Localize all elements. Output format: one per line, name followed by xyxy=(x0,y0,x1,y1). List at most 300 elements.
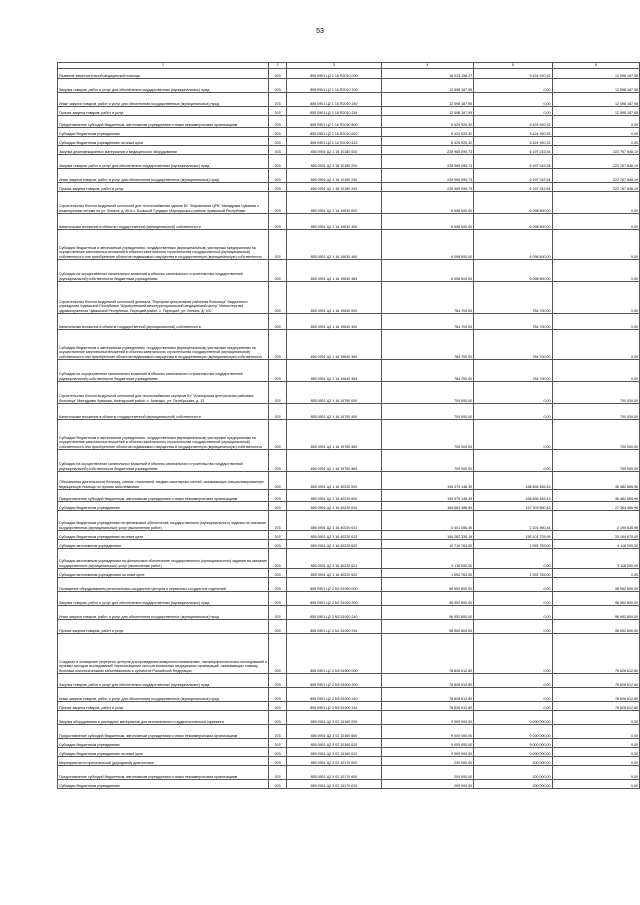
row-amount-col5-cell: 0,00 xyxy=(474,702,552,711)
row-code-cell: 203 xyxy=(269,502,287,511)
row-name-cell: Субсидии бюджетным учреждениям xyxy=(58,780,269,789)
row-name-cell: Предоставление субсидий бюджетным, автономным учреждениям и иным некоммерческим организациям xyxy=(58,490,269,502)
row-amount-col5-cell: 0,00 xyxy=(474,382,552,404)
column-header: 5 xyxy=(474,63,552,69)
row-amount-col6-cell: 700 000,00 xyxy=(552,382,640,404)
row-amount-col6-cell: 9 118 000,00 xyxy=(552,540,640,549)
row-kbk-cell: 855 0901 Ц2 1 16 40220 622 xyxy=(287,569,381,578)
row-code-cell: 203 xyxy=(269,490,287,502)
row-kbk-cell: 855 0901 Ц2 3 02 10170 610 xyxy=(287,780,381,789)
row-code-cell: 203 xyxy=(269,569,287,578)
page-number: 53 xyxy=(316,28,324,35)
row-amount-total-cell: 10 710 763,00 xyxy=(381,540,473,549)
row-amount-col6-cell: 78 826 612,80 xyxy=(552,634,640,674)
row-kbk-cell: 855 0901 Ц2 1 16 19750 400 xyxy=(287,404,381,420)
row-amount-col6-cell: 12 598 187,95 xyxy=(552,107,640,116)
row-name-cell: Создание и оснащение референс-центров для проведения иммуногистохимических, патоморфологических исследований и лучевых методов исследований, переоснащение сети региональных медицинских организаций, оказывающих помощь больным онкологическими заболеваниями в субъектах Российской Федерации xyxy=(58,634,269,674)
row-amount-col6-cell: 2 199 635,96 xyxy=(552,511,640,531)
row-code-cell: 203 xyxy=(269,757,287,766)
row-name-cell: Субсидии автономным учреждениям на иные цели xyxy=(58,569,269,578)
row-code-cell: 203 xyxy=(269,549,287,569)
row-amount-total-cell: 5 424 920,32 xyxy=(381,128,473,137)
row-name-cell: Субсидии на осуществление капитальных вложений в объекты капитального строительства государственной (муниципальной) собственности бюджетным учреждениям xyxy=(58,450,269,472)
table-row xyxy=(58,725,640,739)
row-amount-total-cell: 228 965 090,73 xyxy=(381,183,473,192)
row-amount-col5-cell: 0,00 xyxy=(474,450,552,472)
row-kbk-cell: 855 0901 Ц2 2 N3 51900 244 xyxy=(287,702,381,711)
row-kbk-cell: 855 0901 Ц2 2 N2 51920 240 xyxy=(287,606,381,620)
row-code-cell: 203 xyxy=(269,578,287,592)
row-amount-col6-cell: 12 598 187,95 xyxy=(552,69,640,79)
row-amount-total-cell: 6 098 500,00 xyxy=(381,230,473,260)
row-amount-total-cell: 228 965 090,73 xyxy=(381,169,473,183)
row-code-cell: 203 xyxy=(269,540,287,549)
row-amount-total-cell: 5 424 920,32 xyxy=(381,137,473,146)
table-row xyxy=(58,79,640,93)
table-row xyxy=(58,702,640,711)
row-amount-col6-cell: 96 952 800,00 xyxy=(552,592,640,606)
row-amount-col5-cell: 9 000 000,00 xyxy=(474,725,552,739)
row-amount-col6-cell: 700 000,00 xyxy=(552,404,640,420)
row-amount-col6-cell: 0,00 xyxy=(552,260,640,282)
row-amount-col5-cell: 0,00 xyxy=(474,107,552,116)
row-amount-col6-cell: 0,00 xyxy=(552,569,640,578)
row-amount-col6-cell: 222 767 848,19 xyxy=(552,155,640,169)
row-name-cell: Закупка дезинфекционных материалов и медицинского оборудования xyxy=(58,146,269,155)
row-amount-col6-cell: 0,00 xyxy=(552,214,640,230)
row-amount-total-cell: 78 826 612,80 xyxy=(381,674,473,688)
table-row xyxy=(58,511,640,531)
row-amount-col5-cell: 157 303 560,43 xyxy=(474,502,552,511)
row-amount-col5-cell: 6 197 242,54 xyxy=(474,169,552,183)
table-row xyxy=(58,739,640,748)
row-amount-total-cell: 9 000 000,00 xyxy=(381,739,473,748)
row-name-cell: Капитальные вложения в объекты государственной (муниципальной) собственности xyxy=(58,404,269,420)
table-row xyxy=(58,472,640,490)
row-name-cell: Обеспечение деятельности больниц, клиник, госпиталей, медико-санитарных частей, оказывающих специализированную медицинскую помощь по прочим заболеваниям xyxy=(58,472,269,490)
row-amount-total-cell: 700 000,00 xyxy=(381,450,473,472)
table-row xyxy=(58,634,640,674)
row-name-cell: Прочая закупка товаров, работ и услуг xyxy=(58,183,269,192)
row-kbk-cell: 855 0901 Ц2 1 16 40220 620 xyxy=(287,540,381,549)
table-row xyxy=(58,93,640,107)
row-name-cell: Закупка товаров, работ и услуг для обеспечения государственных (муниципальных) нужд xyxy=(58,674,269,688)
row-amount-col6-cell: 9 118 000,00 xyxy=(552,549,640,569)
row-code-cell: 203 xyxy=(269,711,287,725)
row-name-cell: Субсидии бюджетным и автономным учреждениям, государственным (муниципальным) унитарным предприятиям на осуществление капитальных вложений в объекты капитального строительства государственной (муниципальной) собственности или приобретение объектов недвижимого имущества в государственную (муниципальную) собственность xyxy=(58,230,269,260)
row-kbk-cell: 855 0901 Ц2 3 02 10160 600 xyxy=(287,725,381,739)
row-amount-total-cell: 96 952 800,00 xyxy=(381,592,473,606)
row-amount-col6-cell: 0,00 xyxy=(552,757,640,766)
row-amount-col6-cell: 12 598 187,95 xyxy=(552,93,640,107)
table-row xyxy=(58,214,640,230)
row-code-cell: 203 xyxy=(269,780,287,789)
row-amount-col6-cell: 78 826 612,80 xyxy=(552,702,640,711)
row-kbk-cell: 855 0901 Ц2 3 02 10160 000 xyxy=(287,711,381,725)
row-amount-col6-cell: 0,00 xyxy=(552,128,640,137)
row-amount-col5-cell: 2 201 960,44 xyxy=(474,511,552,531)
row-amount-total-cell: 700 000,00 xyxy=(381,420,473,450)
row-amount-total-cell: 6 098 500,00 xyxy=(381,214,473,230)
row-kbk-cell: 855 0901 Ц2 1 16 19640 000 xyxy=(287,282,381,314)
table-row xyxy=(58,531,640,540)
row-code-cell: 203 xyxy=(269,116,287,128)
table-row xyxy=(58,169,640,183)
row-kbk-cell: 855 0901 Ц2 1 16 10180 200 xyxy=(287,155,381,169)
row-name-cell: Субсидии бюджетным и автономным учреждениям, государственным (муниципальным) унитарным предприятиям на осуществление капитальных вложений в объекты капитального строительства государственной (муниципальной) собственности или приобретение объектов недвижимого имущества в государственную (муниципальную) собственность xyxy=(58,420,269,450)
column-header: 1 xyxy=(58,63,269,69)
table-row xyxy=(58,183,640,192)
row-amount-total-cell: 78 826 612,80 xyxy=(381,634,473,674)
row-amount-total-cell: 180 262 330,19 xyxy=(381,531,473,540)
row-code-cell: 203 xyxy=(269,169,287,183)
row-amount-col5-cell: 784 700,00 xyxy=(474,330,552,360)
row-kbk-cell: 855 0901 Ц2 1 16 19750 464 xyxy=(287,450,381,472)
row-code-cell: 203 xyxy=(269,137,287,146)
row-amount-total-cell: 18 023 158,27 xyxy=(381,69,473,79)
table-row xyxy=(58,192,640,214)
row-code-cell: 203 xyxy=(269,260,287,282)
row-name-cell: Закупка оборудования и расходных материалов для неонатального и аудиологического скрининга xyxy=(58,711,269,725)
row-kbk-cell: 855 0901 Ц2 1 16 40220 600 xyxy=(287,490,381,502)
row-name-cell: Строительство блочно-модульной котельной для теплоснабжения корпусов БУ "Алатырская центральная районная больница" Минздрава Чувашии, Алатырский район, с. Алатырь, ул. Октябрьская, д. 12 xyxy=(58,382,269,404)
table-row xyxy=(58,230,640,260)
table-row xyxy=(58,592,640,606)
row-amount-col6-cell: 700 000,00 xyxy=(552,450,640,472)
row-amount-col6-cell: 96 952 800,00 xyxy=(552,620,640,634)
table-row xyxy=(58,128,640,137)
row-name-cell: Предоставление субсидий бюджетным, автономным учреждениям и иным некоммерческим организациям xyxy=(58,725,269,739)
row-amount-total-cell: 228 965 090,73 xyxy=(381,146,473,155)
row-amount-col6-cell: 0,00 xyxy=(552,739,640,748)
row-amount-total-cell: 78 826 612,80 xyxy=(381,702,473,711)
table-row xyxy=(58,620,640,634)
table-row xyxy=(58,69,640,79)
row-kbk-cell: 855 0901 Ц2 1 16 R2010 000 xyxy=(287,69,381,79)
row-amount-total-cell: 9 000 000,00 xyxy=(381,711,473,725)
row-amount-col6-cell: 0,00 xyxy=(552,711,640,725)
column-header: 6 xyxy=(552,63,640,69)
table-row xyxy=(58,107,640,116)
row-name-cell: Мероприятия по пренатальной (дородовой) диагностике xyxy=(58,757,269,766)
row-code-cell: 203 xyxy=(269,183,287,192)
row-kbk-cell: 855 0901 Ц2 3 02 10160 610 xyxy=(287,739,381,748)
row-amount-total-cell: 700 000,00 xyxy=(381,404,473,420)
row-amount-col5-cell: 0,00 xyxy=(474,674,552,688)
row-code-cell: 203 xyxy=(269,404,287,420)
row-amount-col5-cell: 0,00 xyxy=(474,79,552,93)
row-code-cell: 203 xyxy=(269,330,287,360)
row-amount-col6-cell: 222 767 848,19 xyxy=(552,183,640,192)
table-row xyxy=(58,549,640,569)
row-kbk-cell: 855 0901 Ц2 1 16 10180 000 xyxy=(287,146,381,155)
row-name-cell: Прочая закупка товаров, работ и услуг xyxy=(58,620,269,634)
row-amount-col6-cell: 222 767 848,19 xyxy=(552,169,640,183)
table-row xyxy=(58,748,640,757)
row-code-cell: 203 xyxy=(269,674,287,688)
row-kbk-cell: 855 0901 Ц2 1 16 19750 000 xyxy=(287,382,381,404)
row-code-cell: 203 xyxy=(269,634,287,674)
row-kbk-cell: 855 0901 Ц2 1 16 R2010 610 xyxy=(287,128,381,137)
row-name-cell: Строительство блочно-модульной котельной для теплоснабжения здания БУ "Мариинская ЦРБ" Минздрава Чувашии с инженерными сетями по ул. Ленина, д. 85 в с. Большой Сундырь Моргаушского района Чувашской Республики xyxy=(58,192,269,214)
row-code-cell: 203 xyxy=(269,93,287,107)
row-amount-total-cell: 6 098 500,00 xyxy=(381,260,473,282)
row-amount-col5-cell: 784 700,00 xyxy=(474,314,552,330)
row-kbk-cell: 855 0901 Ц2 1 16 19750 460 xyxy=(287,420,381,450)
row-amount-col5-cell: 0,00 xyxy=(474,592,552,606)
row-name-cell: Прочая закупка товаров, работ и услуг xyxy=(58,702,269,711)
row-amount-col5-cell: 9 000 000,00 xyxy=(474,711,552,725)
table-row xyxy=(58,314,640,330)
row-amount-col6-cell: 12 598 187,95 xyxy=(552,79,640,93)
table-row xyxy=(58,606,640,620)
row-amount-col5-cell: 0,00 xyxy=(474,606,552,620)
row-code-cell: 203 xyxy=(269,511,287,531)
row-amount-col6-cell: 78 826 612,80 xyxy=(552,688,640,702)
row-amount-col5-cell: 0,00 xyxy=(474,404,552,420)
row-amount-total-cell: 200 000,00 xyxy=(381,766,473,780)
row-code-cell: 203 xyxy=(269,382,287,404)
row-code-cell: 203 xyxy=(269,606,287,620)
row-amount-total-cell: 9 000 000,00 xyxy=(381,725,473,739)
row-kbk-cell: 855 0901 Ц2 2 N3 51900 200 xyxy=(287,674,381,688)
row-name-cell: Закупка товаров, работ и услуг для обеспечения государственных (муниципальных) нужд xyxy=(58,79,269,93)
row-name-cell: Иные закупки товаров, работ и услуг для обеспечения государственных (муниципальных) нужд xyxy=(58,688,269,702)
row-kbk-cell: 855 0901 Ц2 1 16 R2010 244 xyxy=(287,107,381,116)
row-name-cell: Предоставление субсидий бюджетным, автономным учреждениям и иным некоммерческим организациям xyxy=(58,766,269,780)
row-amount-col6-cell: 0,00 xyxy=(552,330,640,360)
row-amount-total-cell: 12 598 187,95 xyxy=(381,107,473,116)
table-row xyxy=(58,116,640,128)
row-amount-total-cell: 12 598 187,95 xyxy=(381,79,473,93)
row-name-cell: Субсидии бюджетным учреждениям на иные цели xyxy=(58,137,269,146)
row-code-cell: 203 xyxy=(269,69,287,79)
row-kbk-cell: 855 0901 Ц2 1 16 R2010 240 xyxy=(287,93,381,107)
row-name-cell: Субсидии на осуществление капитальных вложений в объекты капитального строительства государственной (муниципальной) собственности бюджетным учреждениям xyxy=(58,260,269,282)
table-row xyxy=(58,137,640,146)
table-row xyxy=(58,260,640,282)
row-name-cell: Капитальные вложения в объекты государственной (муниципальной) собственности xyxy=(58,314,269,330)
row-code-cell: 203 xyxy=(269,592,287,606)
row-amount-col5-cell: 0,00 xyxy=(474,93,552,107)
table-row xyxy=(58,540,640,549)
row-amount-col5-cell: 6 197 242,54 xyxy=(474,155,552,169)
row-code-cell: 203 xyxy=(269,739,287,748)
row-amount-col5-cell: 200 000,00 xyxy=(474,780,552,789)
row-amount-col5-cell: 9 000 000,00 xyxy=(474,739,552,748)
row-name-cell: Предоставление субсидий бюджетным, автономным учреждениям и иным некоммерческим организациям xyxy=(58,116,269,128)
row-amount-total-cell: 195 379 148,39 xyxy=(381,472,473,490)
table-row xyxy=(58,382,640,404)
row-name-cell: Иные закупки товаров, работ и услуг для обеспечения государственных (муниципальных) нужд xyxy=(58,169,269,183)
table-row xyxy=(58,569,640,578)
row-amount-col5-cell: 1 592 763,00 xyxy=(474,569,552,578)
row-code-cell: 203 xyxy=(269,128,287,137)
row-amount-total-cell: 12 598 187,95 xyxy=(381,93,473,107)
row-kbk-cell: 855 0901 Ц2 1 16 10180 240 xyxy=(287,169,381,183)
row-kbk-cell: 855 0901 Ц2 1 16 R2010 600 xyxy=(287,116,381,128)
row-amount-col6-cell: 25 164 670,00 xyxy=(552,531,640,540)
row-name-cell: Субсидии бюджетным и автономным учреждениям, государственным (муниципальным) унитарным предприятиям на осуществление капитальных вложений в объекты капитального строительства государственной (муниципальной) собственности или приобретение объектов недвижимого имущества в государственную (муниципальную) собственность xyxy=(58,330,269,360)
row-kbk-cell: 855 0901 Ц2 2 N2 51920 244 xyxy=(287,620,381,634)
row-kbk-cell: 855 0901 Ц2 2 N3 51900 000 xyxy=(287,634,381,674)
row-amount-col6-cell: 0,00 xyxy=(552,192,640,214)
column-header: 2 xyxy=(269,63,287,69)
row-amount-col6-cell: 0,00 xyxy=(552,780,640,789)
row-amount-total-cell: 700 000,00 xyxy=(381,382,473,404)
row-amount-total-cell: 184 663 386,59 xyxy=(381,502,473,511)
row-kbk-cell: 855 0901 Ц2 1 16 40220 000 xyxy=(287,472,381,490)
row-code-cell: 203 xyxy=(269,472,287,490)
row-amount-col6-cell: 36 482 665,96 xyxy=(552,472,640,490)
row-kbk-cell: 855 0901 Ц2 1 16 40220 621 xyxy=(287,549,381,569)
table-row xyxy=(58,711,640,725)
row-name-cell: Иные закупки товаров, работ и услуг для обеспечения государственных (муниципальных) нужд xyxy=(58,606,269,620)
row-kbk-cell: 855 0901 Ц2 1 16 19630 400 xyxy=(287,214,381,230)
row-code-cell: 203 xyxy=(269,282,287,314)
row-kbk-cell: 855 0901 Ц2 1 16 10180 244 xyxy=(287,183,381,192)
row-amount-total-cell: 5 424 920,32 xyxy=(381,116,473,128)
row-amount-col5-cell: 158 896 483,43 xyxy=(474,472,552,490)
row-amount-col6-cell: 36 482 665,96 xyxy=(552,490,640,502)
table-row xyxy=(58,757,640,766)
table-row xyxy=(58,674,640,688)
row-kbk-cell: 855 0901 Ц2 1 16 19640 460 xyxy=(287,330,381,360)
row-code-cell: 203 xyxy=(269,766,287,780)
row-name-cell: Субсидии на осуществление капитальных вложений в объекты капитального строительства государственной (муниципальной) собственности бюджетным учреждениям xyxy=(58,360,269,382)
row-code-cell: 203 xyxy=(269,688,287,702)
row-amount-total-cell: 784 700,00 xyxy=(381,282,473,314)
row-name-cell: Субсидии бюджетным учреждениям на иные цели xyxy=(58,531,269,540)
row-amount-total-cell: 228 965 090,73 xyxy=(381,155,473,169)
row-kbk-cell: 855 0901 Ц2 1 16 40220 612 xyxy=(287,531,381,540)
row-code-cell: 203 xyxy=(269,620,287,634)
row-amount-total-cell: 200 000,00 xyxy=(381,757,473,766)
row-amount-total-cell: 1 592 763,00 xyxy=(381,569,473,578)
row-kbk-cell: 855 0901 Ц2 3 02 10160 612 xyxy=(287,748,381,757)
row-amount-col6-cell: 0,00 xyxy=(552,725,640,739)
row-amount-col6-cell: 0,00 xyxy=(552,766,640,780)
row-amount-col5-cell: 0,00 xyxy=(474,420,552,450)
row-amount-total-cell: 96 952 800,00 xyxy=(381,620,473,634)
table-row xyxy=(58,282,640,314)
row-amount-col5-cell: 0,00 xyxy=(474,620,552,634)
row-amount-col5-cell: 9 000 000,00 xyxy=(474,748,552,757)
row-kbk-cell: 855 0901 Ц2 1 16 19640 400 xyxy=(287,314,381,330)
row-name-cell: Субсидии бюджетным учреждениям на финансовое обеспечение государственного (муниципального) задания на оказание государственных (муниципальных) услуг (выполнение работ) xyxy=(58,511,269,531)
row-amount-col5-cell: 6 098 500,00 xyxy=(474,214,552,230)
row-name-cell: Капитальные вложения в объекты государственной (муниципальной) собственности xyxy=(58,214,269,230)
row-kbk-cell: 855 0901 Ц2 1 16 19630 464 xyxy=(287,260,381,282)
row-amount-col5-cell: 5 424 920,32 xyxy=(474,116,552,128)
budget-table xyxy=(57,62,640,789)
row-kbk-cell: 855 0901 Ц2 2 N2 51920 000 xyxy=(287,578,381,592)
column-header: 3 xyxy=(287,63,381,69)
row-amount-col6-cell: 0,00 xyxy=(552,230,640,260)
row-code-cell: 203 xyxy=(269,230,287,260)
table-row xyxy=(58,146,640,155)
row-name-cell: Субсидии бюджетным учреждениям xyxy=(58,502,269,511)
table-row xyxy=(58,330,640,360)
row-code-cell: 203 xyxy=(269,702,287,711)
row-kbk-cell: 855 0901 Ц2 1 16 R2010 200 xyxy=(287,79,381,93)
row-amount-total-cell: 6 098 500,00 xyxy=(381,192,473,214)
row-code-cell: 203 xyxy=(269,420,287,450)
row-name-cell: Субсидии бюджетным учреждениям xyxy=(58,739,269,748)
row-code-cell: 203 xyxy=(269,450,287,472)
row-amount-col5-cell: 158 896 483,43 xyxy=(474,490,552,502)
row-amount-total-cell: 784 700,00 xyxy=(381,330,473,360)
row-amount-col5-cell: 6 098 500,00 xyxy=(474,192,552,214)
row-amount-col5-cell: 6 098 500,00 xyxy=(474,260,552,282)
row-kbk-cell: 855 0901 Ц2 3 02 10170 600 xyxy=(287,766,381,780)
row-amount-col6-cell: 96 952 800,00 xyxy=(552,578,640,592)
row-name-cell: Развитие заместительной медицинской помощи xyxy=(58,69,269,79)
row-amount-col5-cell: 6 098 500,00 xyxy=(474,230,552,260)
table-row xyxy=(58,404,640,420)
row-amount-col6-cell: 0,00 xyxy=(552,314,640,330)
row-code-cell: 203 xyxy=(269,360,287,382)
row-code-cell: 203 xyxy=(269,192,287,214)
row-amount-col5-cell: 0,00 xyxy=(474,549,552,569)
row-kbk-cell: 855 0901 Ц2 1 16 19630 000 xyxy=(287,192,381,214)
row-amount-col5-cell: 6 197 242,54 xyxy=(474,146,552,155)
row-amount-col6-cell: 27 364 466,96 xyxy=(552,502,640,511)
row-kbk-cell: 855 0901 Ц2 1 16 40220 611 xyxy=(287,511,381,531)
row-amount-col6-cell: 0,00 xyxy=(552,116,640,128)
row-amount-col5-cell: 784 700,00 xyxy=(474,282,552,314)
row-amount-col5-cell: 0,00 xyxy=(474,634,552,674)
row-kbk-cell: 855 0901 Ц2 2 N2 51920 200 xyxy=(287,592,381,606)
row-amount-total-cell: 9 118 000,00 xyxy=(381,549,473,569)
row-name-cell: Закупка товаров, работ и услуг для обеспечения государственных (муниципальных) нужд xyxy=(58,592,269,606)
row-name-cell: Прочая закупка товаров, работ и услуг xyxy=(58,107,269,116)
table-row xyxy=(58,780,640,789)
row-amount-col5-cell: 5 424 920,32 xyxy=(474,128,552,137)
row-name-cell: Строительство блочно-модульной котельной филиала "Порецкая центральная районная больница" бюджетного учреждения Чувашской Республики "Шумерлинский межтерриториальный медицинский центр" Министерства здравоохранения Чувашской Республики, Порецкий район, с. Порецкое, ул. Ленина, д. 100 xyxy=(58,282,269,314)
row-code-cell: 203 xyxy=(269,146,287,155)
row-amount-col5-cell: 155 101 729,99 xyxy=(474,531,552,540)
row-amount-total-cell: 9 000 000,00 xyxy=(381,748,473,757)
row-amount-col5-cell: 6 197 242,54 xyxy=(474,183,552,192)
table-row xyxy=(58,360,640,382)
row-name-cell: Субсидии бюджетным учреждениям xyxy=(58,128,269,137)
row-amount-col5-cell: 5 424 920,32 xyxy=(474,137,552,146)
row-name-cell: Субсидии бюджетным учреждениям на иные цели xyxy=(58,748,269,757)
row-code-cell: 203 xyxy=(269,107,287,116)
row-amount-col5-cell: 784 700,00 xyxy=(474,360,552,382)
table-row xyxy=(58,578,640,592)
row-code-cell: 203 xyxy=(269,155,287,169)
row-name-cell: Субсидии автономным учреждениям на финансовое обеспечение государственного (муниципального) задания на оказание государственных (муниципальных) услуг (выполнение работ) xyxy=(58,549,269,569)
row-name-cell: Оснащение оборудованием региональных сосудистых центров и первичных сосудистых отделений xyxy=(58,578,269,592)
row-kbk-cell: 855 0901 Ц2 1 16 R2010 612 xyxy=(287,137,381,146)
row-amount-total-cell: 784 700,00 xyxy=(381,314,473,330)
row-amount-col6-cell: 0,00 xyxy=(552,282,640,314)
row-amount-col6-cell: 78 826 612,80 xyxy=(552,674,640,688)
row-kbk-cell: 855 0901 Ц2 3 02 10170 000 xyxy=(287,757,381,766)
table-row xyxy=(58,155,640,169)
row-code-cell: 203 xyxy=(269,214,287,230)
table-row xyxy=(58,420,640,450)
row-amount-col5-cell: 0,00 xyxy=(474,578,552,592)
row-amount-col5-cell: 5 424 920,32 xyxy=(474,69,552,79)
row-amount-total-cell: 784 700,00 xyxy=(381,360,473,382)
row-code-cell: 203 xyxy=(269,79,287,93)
row-kbk-cell: 855 0901 Ц2 1 16 40220 610 xyxy=(287,502,381,511)
row-amount-col5-cell: 1 592 763,00 xyxy=(474,540,552,549)
row-code-cell: 203 xyxy=(269,531,287,540)
